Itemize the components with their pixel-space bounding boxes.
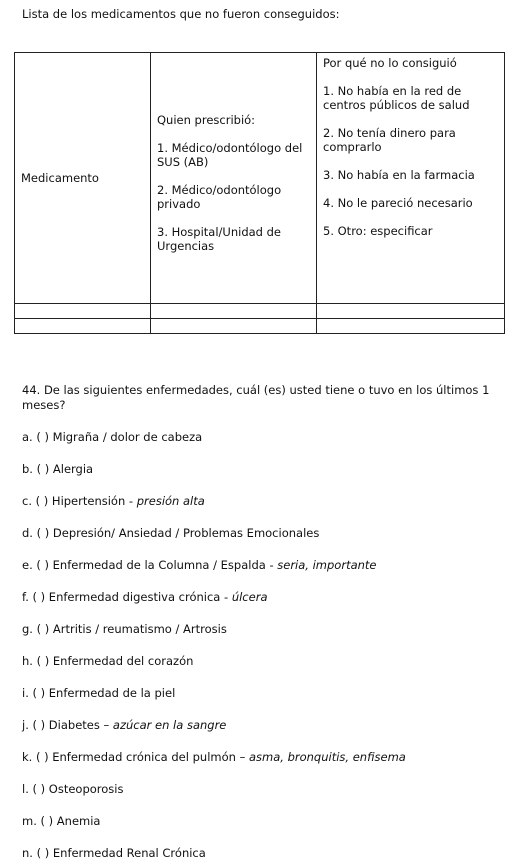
list-item[interactable] xyxy=(22,686,175,700)
table-cell[interactable] xyxy=(151,319,317,334)
prescriber-header xyxy=(151,53,317,304)
prescriber-option-2: 2. Médico/odontólogo privado xyxy=(157,183,282,211)
item-note: úlcera xyxy=(231,590,268,604)
item-note: azúcar en la sangre xyxy=(112,718,227,732)
list-item[interactable] xyxy=(22,654,193,668)
list-item[interactable] xyxy=(22,750,406,764)
table-cell[interactable] xyxy=(15,304,151,319)
item-text: d. ( ) Depresión/ Ansiedad / Problemas Emocionales xyxy=(22,526,320,540)
medication-table xyxy=(14,52,505,334)
reason-option-2: 2. No tenía dinero para comprarlo xyxy=(323,126,456,154)
list-item[interactable] xyxy=(22,814,100,828)
item-text: g. ( ) Artritis / reumatismo / Artrosis xyxy=(22,622,227,636)
list-item[interactable] xyxy=(22,846,206,860)
item-note: presión alta xyxy=(136,494,205,508)
list-item[interactable] xyxy=(22,590,268,604)
table-header-row xyxy=(15,53,505,304)
question-44: 44. De las siguientes enfermedades, cuál (es) usted tiene o tuvo en los últimos 1 meses? xyxy=(22,383,490,412)
list-item[interactable] xyxy=(22,494,205,508)
list-item[interactable] xyxy=(22,718,226,732)
table-cell[interactable] xyxy=(317,319,505,334)
item-text: a. ( ) Migraña / dolor de cabeza xyxy=(22,430,203,444)
list-item[interactable] xyxy=(22,462,93,476)
prescriber-title: Quien prescribió: xyxy=(157,113,256,127)
item-note: asma, bronquitis, enfisema xyxy=(248,750,406,764)
reason-option-5: 5. Otro: especificar xyxy=(323,224,433,238)
medicamento-header: Medicamento xyxy=(15,53,151,304)
item-text: j. ( ) Diabetes – xyxy=(22,718,113,732)
item-text: f. ( ) Enfermedad digestiva crónica - xyxy=(22,590,232,604)
item-note: seria, importante xyxy=(277,558,377,572)
reason-option-4: 4. No le pareció necesario xyxy=(323,196,473,210)
item-text: h. ( ) Enfermedad del corazón xyxy=(22,654,194,668)
list-item[interactable] xyxy=(22,526,319,540)
prescriber-option-1: 1. Médico/odontólogo del SUS (AB) xyxy=(157,141,303,169)
table-row xyxy=(15,304,505,319)
item-text: n. ( ) Enfermedad Renal Crónica xyxy=(22,846,206,860)
table-cell[interactable] xyxy=(317,304,505,319)
table-cell[interactable] xyxy=(151,304,317,319)
item-text: c. ( ) Hipertensión - xyxy=(22,494,137,508)
table-cell[interactable] xyxy=(15,319,151,334)
prescriber-option-3: 3. Hospital/Unidad de Urgencias xyxy=(157,225,282,253)
list-item[interactable] xyxy=(22,782,123,796)
item-text: b. ( ) Alergia xyxy=(22,462,94,476)
reason-header xyxy=(317,53,505,304)
list-item[interactable] xyxy=(22,622,227,636)
reason-option-3: 3. No había en la farmacia xyxy=(323,168,475,182)
intro-text: Lista de los medicamentos que no fueron conseguidos: xyxy=(22,7,340,21)
item-text: m. ( ) Anemia xyxy=(22,814,101,828)
list-item[interactable] xyxy=(22,430,202,444)
table-row xyxy=(15,319,505,334)
reason-title: Por qué no lo consiguió xyxy=(323,56,457,70)
reason-option-1: 1. No había en la red de centros públicos de salud xyxy=(323,84,470,112)
list-item[interactable] xyxy=(22,558,377,572)
item-text: k. ( ) Enfermedad crónica del pulmón – xyxy=(22,750,249,764)
item-text: e. ( ) Enfermedad de la Columna / Espalda - xyxy=(22,558,278,572)
item-text: i. ( ) Enfermedad de la piel xyxy=(22,686,176,700)
item-text: l. ( ) Osteoporosis xyxy=(22,782,124,796)
